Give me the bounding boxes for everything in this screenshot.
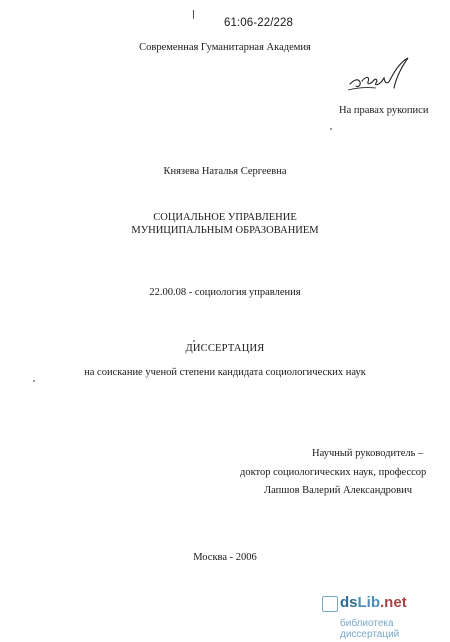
scan-speck: [33, 380, 35, 382]
scan-mark: [193, 10, 194, 19]
specialty-code: 22.00.08 - социология управления: [149, 287, 301, 298]
city-and-year: Москва - 2006: [193, 552, 257, 563]
watermark-tagline: библиотека диссертаций: [340, 618, 400, 640]
supervisor-degree: доктор социологических наук, профессор: [240, 467, 427, 478]
scan-speck: [193, 340, 195, 342]
dissertation-title: [0, 211, 450, 237]
document-type: ДИССЕРТАЦИЯ: [185, 343, 265, 354]
watermark-lib: Lib: [357, 594, 381, 611]
scan-speck: [330, 128, 332, 130]
degree-sought: на соискание ученой степени кандидата социологических наук: [84, 367, 366, 378]
dslib-watermark: [340, 594, 448, 638]
academy-name: Современная Гуманитарная Академия: [139, 42, 311, 53]
supervisor-role: Научный руководитель –: [312, 448, 424, 459]
archive-stamp: 61:06-22/228: [224, 17, 293, 29]
watermark-ds: ds: [340, 594, 358, 611]
title-line-2: МУНИЦИПАЛЬНЫМ ОБРАЗОВАНИЕМ: [131, 225, 319, 236]
manuscript-rights-note: На правах рукописи: [339, 105, 429, 116]
watermark-net: .net: [380, 594, 407, 611]
author-name: Князева Наталья Сергеевна: [163, 166, 287, 177]
handwritten-signature: [346, 54, 416, 98]
title-line-1: СОЦИАЛЬНОЕ УПРАВЛЕНИЕ: [153, 212, 297, 223]
supervisor-name: Лапшов Валерий Александрович: [264, 485, 413, 496]
book-icon: [322, 596, 338, 612]
watermark-logo: [340, 594, 407, 611]
